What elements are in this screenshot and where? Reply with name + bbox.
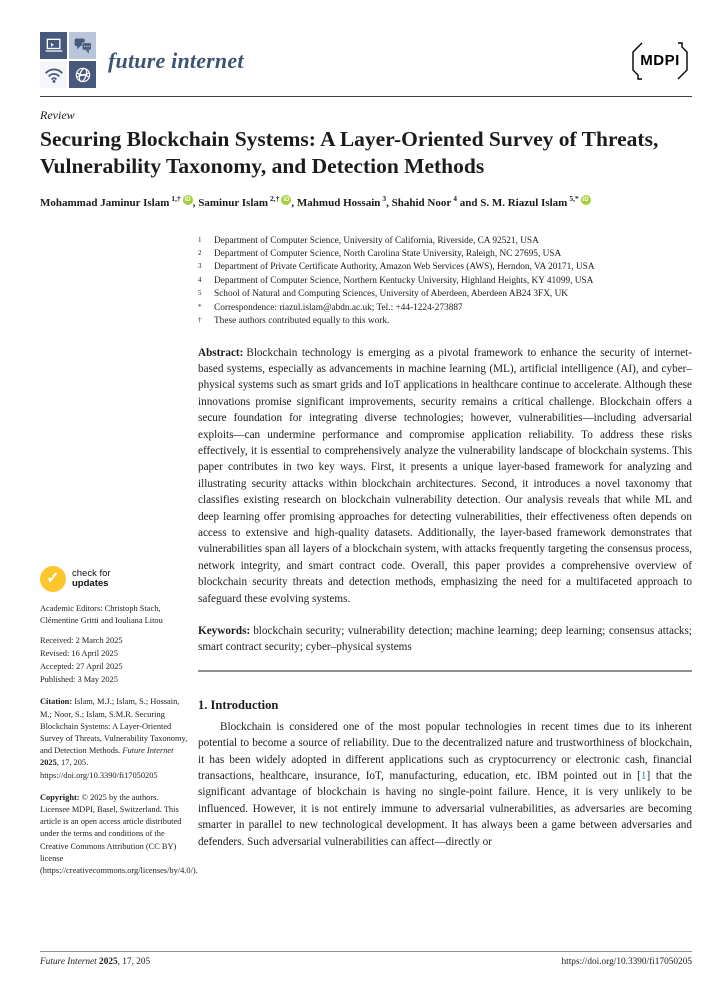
page-footer (40, 951, 692, 967)
section-heading-introduction: 1. Introduction (198, 697, 279, 712)
abstract (198, 345, 692, 608)
citation-note: Citation: Islam, M.J.; Islam, S.; Hossain, M.; Noor, S.; Islam, S.M.R. Securing Blockchain Systems: A Layer-Oriented Survey of Threats, Vulnerability Taxonomy, and Detection Methods. Future Internet 2025, 17, 205. https://doi.org/10.3390/fi17050205 (40, 697, 188, 780)
accepted-date: Accepted: 27 April 2025 (40, 662, 123, 672)
citation-journal-name: Future Internet (122, 746, 174, 756)
author: S. M. Riazul Islam $^{5,*}$ iD (480, 194, 589, 209)
received-date: Received: 2 March 2025 (40, 636, 123, 646)
orcid-icon[interactable]: iD (582, 197, 589, 203)
introduction-paragraph: Blockchain is considered one of the most popular technologies in recent times due to its inherent potential to become a source of reliability. Due to the decentralized nature and trustworthiness of blockchain, it has been widely adopted in different applications such as cryptocurrency or electronic cash, financial transactions, healthcare, insurance, IoT, manufacturing, education, etc. IBM pointed out in [1] that the significant advantage of blockchain is having no single-point failure. Hence, it is very unlikely to be influenced. However, it is not entirely immune to adversarial vulnerabilities, as adversaries are becoming smarter in parallel to new technological development. It has always been a game between adversaries and defenders. Such adversarial vulnerabilities can affect—directly or (198, 720, 692, 848)
academic-editors: Academic Editors: Christoph Stach, Clémentine Gritti and Iouliana Litou (40, 604, 163, 626)
journal-logo (40, 32, 244, 89)
affiliation-row: 5 School of Natural and Computing Sciences, University of Aberdeen, Aberdeen AB24 3FX, UK (198, 289, 568, 300)
check-for-updates-badge[interactable] (40, 566, 190, 592)
correspondence-row: * Correspondence: riazul.islam@abdn.ac.uk; Tel.: +44-1224-273887 (198, 302, 463, 313)
author: Shahid Noor $^4$ and (391, 194, 481, 209)
equal-contribution-row: † These authors contributed equally to this work. (198, 316, 390, 327)
globe-icon (69, 61, 96, 88)
author: Saminur Islam $^{2,\dagger}$ iD , (198, 194, 297, 209)
main-column (198, 235, 692, 850)
reference-link-1[interactable]: 1 (640, 770, 647, 783)
author-line (40, 191, 692, 211)
chat-bubbles-icon (69, 32, 96, 59)
article-type: Review (40, 108, 75, 122)
affiliations (198, 235, 692, 329)
copyright-note: Copyright: © 2025 by the authors. Licensee MDPI, Basel, Switzerland. This article is an open access article distributed under the terms and conditions of the Creative Commons Attribution (CC BY) license (https://creativecommons.org/licenses/by/4.0/). (40, 792, 198, 876)
author: Mahmud Hossain $^3$, (296, 194, 392, 209)
footer-doi-link[interactable]: https://doi.org/10.3390/fi17050205 (561, 957, 692, 967)
article-title: Securing Blockchain Systems: A Layer-Oriented Survey of Threats, Vulnerability Taxonomy, and Detection Methods (40, 127, 659, 178)
article-dates (40, 634, 190, 686)
affiliation-row: 2 Department of Computer Science, North Carolina State University, Raleigh, NC 27695, USA (198, 249, 562, 260)
check-for-updates-label: check for updates (72, 567, 111, 589)
section-divider (198, 670, 692, 672)
wifi-icon (40, 61, 67, 88)
journal-logo-grid (40, 32, 97, 89)
affiliation-row: 3 Department of Private Certificate Authority, Amazon Web Services (AWS), Herndon, VA 20171, USA (198, 262, 595, 273)
check-icon: ✓ (40, 566, 66, 592)
mdpi-wordmark: MDPI (640, 51, 680, 69)
journal-header (40, 0, 692, 97)
journal-name: future internet (108, 47, 244, 73)
author: Mohammad Jaminur Islam $^{1,\dagger}$ iD , (40, 194, 199, 209)
abstract-text: Blockchain technology is emerging as a pivotal framework to enhance the security of internet-based systems, especially as advancements in machine learning (ML), artificial intelligence (AI), and cyber–physical systems such as smart grids and IoT applications in healthcare continue to accelerate. Although these innovations promise significant improvements, security remains a critical challenge. Blockchain offers a secure foundation for integrating diverse technologies; however, vulnerabilities—including adversarial exploits—can undermine performance and compromise application reliability. To address these risks effectively, it is essential to comprehensively analyze the vulnerability landscape of blockchain systems. This paper contributes in two key ways. First, it presents a unique layer-based framework for analyzing and illustrating security attacks within blockchain architectures. Second, it introduces a novel taxonomy that classifies existing research on blockchain vulnerability detection. Our analysis reveals that while ML and deep learning offer promising approaches for detecting vulnerabilities, their effectiveness often depends on access to extensive and high-quality datasets. Additionally, the layer-based framework demonstrates that vulnerabilities span all layers of a blockchain system, with attacks frequently targeting the consensus process, network integrity, and smart contract code. Overall, this paper provides a comprehensive overview of blockchain security threats and detection methods, emphasizing the need for a multifaceted approach to safeguard these evolving systems. (198, 346, 692, 605)
published-date: Published: 3 May 2025 (40, 675, 118, 685)
mdpi-logo (628, 40, 692, 82)
footer-journal-info: Future Internet 2025, 17, 205 (40, 957, 151, 967)
keywords-label: Keywords: (198, 625, 251, 637)
affiliation-row: 4 Department of Computer Science, Northern Kentucky University, Highland Heights, KY 41099, USA (198, 275, 594, 286)
orcid-icon[interactable]: iD (184, 197, 191, 203)
keywords-text: blockchain security; vulnerability detection; machine learning; deep learning; consensus attacks; smart contract security; cyber–physical systems (198, 625, 692, 654)
abstract-label: Abstract: (198, 346, 244, 359)
affiliation-row: 1 Department of Computer Science, University of California, Riverside, CA 92521, USA (198, 235, 539, 246)
orcid-icon[interactable]: iD (283, 197, 290, 203)
keywords (198, 623, 692, 656)
revised-date: Revised: 16 April 2025 (40, 649, 118, 659)
laptop-icon (40, 32, 67, 59)
sidebar (40, 566, 198, 877)
